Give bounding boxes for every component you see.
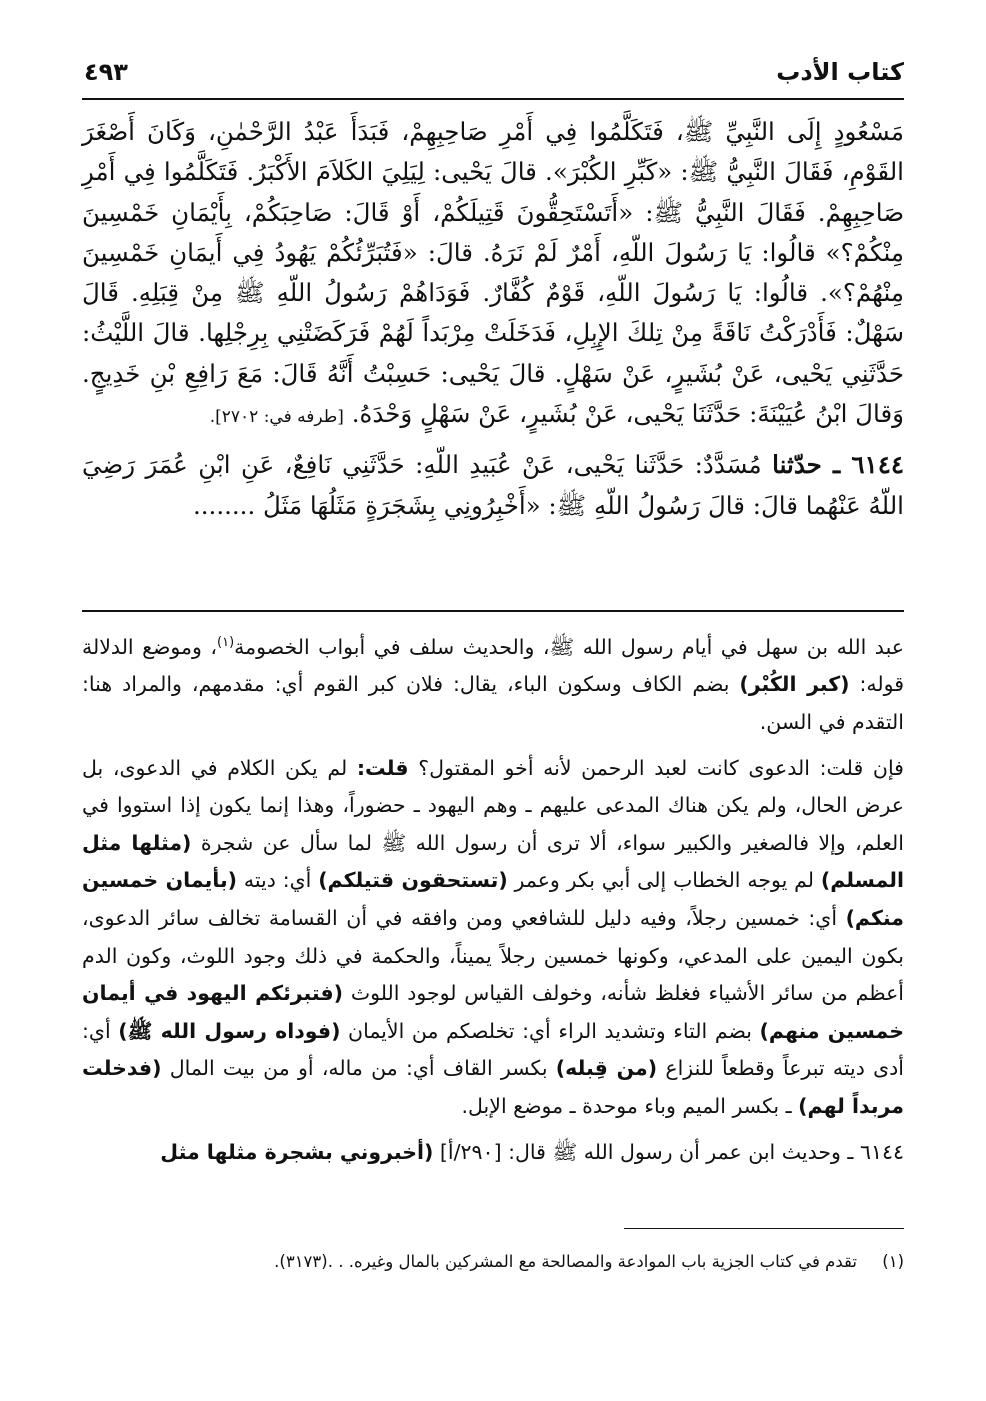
quoted-phrase: (فدخلت مربداً لهم) <box>82 1056 904 1118</box>
commentary-text: بضم الكاف وسكون الباء، يقال: فلان كبر القوم أي: مقدمهم، والمراد هنا: التقدم في السن. <box>82 672 904 735</box>
commentary-text: عبد الله بن سهل في أيام رسول الله ﷺ، والحديث سلف في أبواب الخصومة <box>234 634 904 659</box>
footnote-reference: (١) <box>217 635 235 650</box>
commentary-text: لم يوجه الخطاب إلى أبي بكر وعمر <box>507 868 821 893</box>
hadith-main-text <box>82 112 904 526</box>
commentary-text: أي: ديته <box>237 868 319 893</box>
book-title: كتاب الأدب <box>776 58 904 86</box>
quoted-phrase: (تستحقون قتيلكم) <box>318 868 508 893</box>
hadith-reference: [طرفه في: ٢٧٠٢]. <box>209 407 344 428</box>
quoted-phrase: قلت: <box>356 755 409 780</box>
quoted-phrase: (فوداه رسول الله ﷺ) <box>118 1018 341 1043</box>
footnote-divider <box>624 1228 904 1229</box>
hadith-number: ٦١٤٤ ـ حدّثنا <box>772 450 905 480</box>
footnote <box>82 1248 904 1276</box>
commentary-section <box>82 624 904 1171</box>
quoted-phrase: (كبر الكُبْر) <box>739 672 850 697</box>
quoted-phrase: (مثلها مثل المسلم) <box>82 830 904 893</box>
header-rule <box>82 98 904 100</box>
hadith-text: مَسْعُودٍ إِلَى النَّبِيِّ ﷺ، فَتَكَلَّمُوا فِي أَمْرِ صَاحِبِهِمْ، فَبَدَأَ عَبْدُ الرَّحْمٰنِ، وَكَانَ أَصْغَرَ القَوْمِ، فَقَالَ النَّبِيُّ ﷺ: «كَبِّرِ الكُبْرَ». قالَ يَحْيى: لِيَلِيَ الكَلاَمَ الأَكْبَرُ. فَتَكَلَّمُوا فِي أَمْرِ صَاحِبِهِمْ. فَقَالَ النَّبِيُّ ﷺ: «أَتَسْتَحِقُّونَ قَتِيلَكُمْ، أَوْ قَالَ: صَاحِبَكُمْ، بِأَيْمَانِ خَمْسِينَ مِنْكُمْ؟» قالُوا: يَا رَسُولَ اللّهِ، أَمْرٌ لَمْ نَرَهُ. قالَ: «فَتُبَرِّئُكُمْ يَهُودُ فِي أَيمَانِ خَمْسِينَ مِنْهُمْ؟». قالُوا: يَا رَسُولَ اللّهِ، قَوْمٌ كُفَّارٌ. فَوَدَاهُمْ رَسُولُ اللّهِ ﷺ مِنْ قِبَلِهِ. قَالَ سَهْلٌ: فَأَدْرَكْتُ نَاقَةً مِنْ تِلكَ الإِبِلِ، فَدَخَلَتْ مِرْبَداً لَهُمْ فَرَكَضَتْنِي بِرِجْلِها. قالَ اللَّيْثُ: حَدَّثَنِي يَحْيى، عَنْ بُشَيرٍ، عَنْ سَهْلٍ. قالَ يَحْيى: حَسِبْتُ أَنَّهُ قَالَ: مَعَ رَافِعِ بْنِ خَدِيجٍ. وَقالَ ابْنُ عُيَيْنَةَ: حَدَّثَنَا يَحْيى، عَنْ بُشَيرٍ، عَنْ سَهْلٍ وَحْدَهُ. <box>82 117 904 429</box>
commentary-text: بضم التاء وتشديد الراء أي: تخلصكم من الأيمان <box>340 1018 760 1043</box>
hadith-text-6144: مُسَدَّدٌ: حَدَّثَنا يَحْيى، عَنْ عُبَيدِ اللّهِ: حَدَّثَنِي نَافِعٌ، عَنِ ابْنِ عُمَرَ رَضِيَ اللّهُ عَنْهُما قالَ: قالَ رَسُولُ اللّهِ ﷺ: «أَخْبِرُونِي بِشَجَرَةٍ مَثَلُهَا مَثَلُ ........ <box>82 450 904 520</box>
footnote-mark: (١) <box>882 1252 904 1271</box>
commentary-text: أي: خمسين رجلاً، وفيه دليل للشافعي ومن وافقه في أن القسامة تخالف سائر الدعوى، بكون اليمين على المدعي، وكونها خمسين رجلاً يميناً، والحكمة في ذلك وجود اللوث، وكون الدم أعظم من سائر الأشياء فغلظ شأنه، وخولف القياس لوجود اللوث <box>82 905 904 1006</box>
quoted-phrase: (أخبروني بشجرة مثلها مثل <box>160 1139 434 1164</box>
commentary-text: لم يكن الكلام في الدعوى، بل عرض الحال، ولم يكن هناك المدعى عليهم ـ وهم اليهود ـ حضوراً، وهذا إنما يكون إذا استووا في العلم، وإلا فالصغير والكبير سواء، ألا ترى أن رسول الله ﷺ لما سأل عن شجرة <box>82 755 904 855</box>
commentary-paragraph-1 <box>82 624 904 742</box>
page-number: ٤٩٣ <box>84 58 128 86</box>
quoted-phrase: (بأيمان خمسين منكم) <box>82 868 904 930</box>
commentary-text: بكسر القاف أي: من ماله، أو من بيت المال <box>161 1056 556 1081</box>
commentary-text: فإن قلت: الدعوى كانت لعبد الرحمن لأنه أخو المقتول؟ <box>408 755 904 780</box>
hadith-paragraph <box>82 112 904 437</box>
commentary-divider <box>82 610 904 612</box>
commentary-text: أي: أدى ديته تبرعاً وقطعاً للنزاع <box>82 1018 904 1081</box>
commentary-paragraph-3 <box>82 1134 904 1172</box>
page-header <box>82 52 904 98</box>
commentary-text: ٦١٤٤ ـ وحديث ابن عمر أن رسول الله ﷺ قال: [٢٩٠/أ] <box>433 1139 904 1164</box>
quoted-phrase: (فتبرئكم اليهود في أيمان خمسين منهم) <box>82 981 904 1043</box>
footnote-text: تقدم في كتاب الجزية باب الموادعة والمصالحة مع المشركين بالمال وغيره. . .(٣١٧٣). <box>274 1252 857 1271</box>
commentary-text: ـ بكسر الميم وباء موحدة ـ موضع الإبل. <box>461 1093 799 1118</box>
commentary-text: ، وموضع الدلالة قوله: <box>82 634 904 697</box>
quoted-phrase: (من قِبله) <box>555 1056 658 1081</box>
commentary-paragraph-2 <box>82 750 904 1126</box>
hadith-paragraph-6144 <box>82 445 904 526</box>
